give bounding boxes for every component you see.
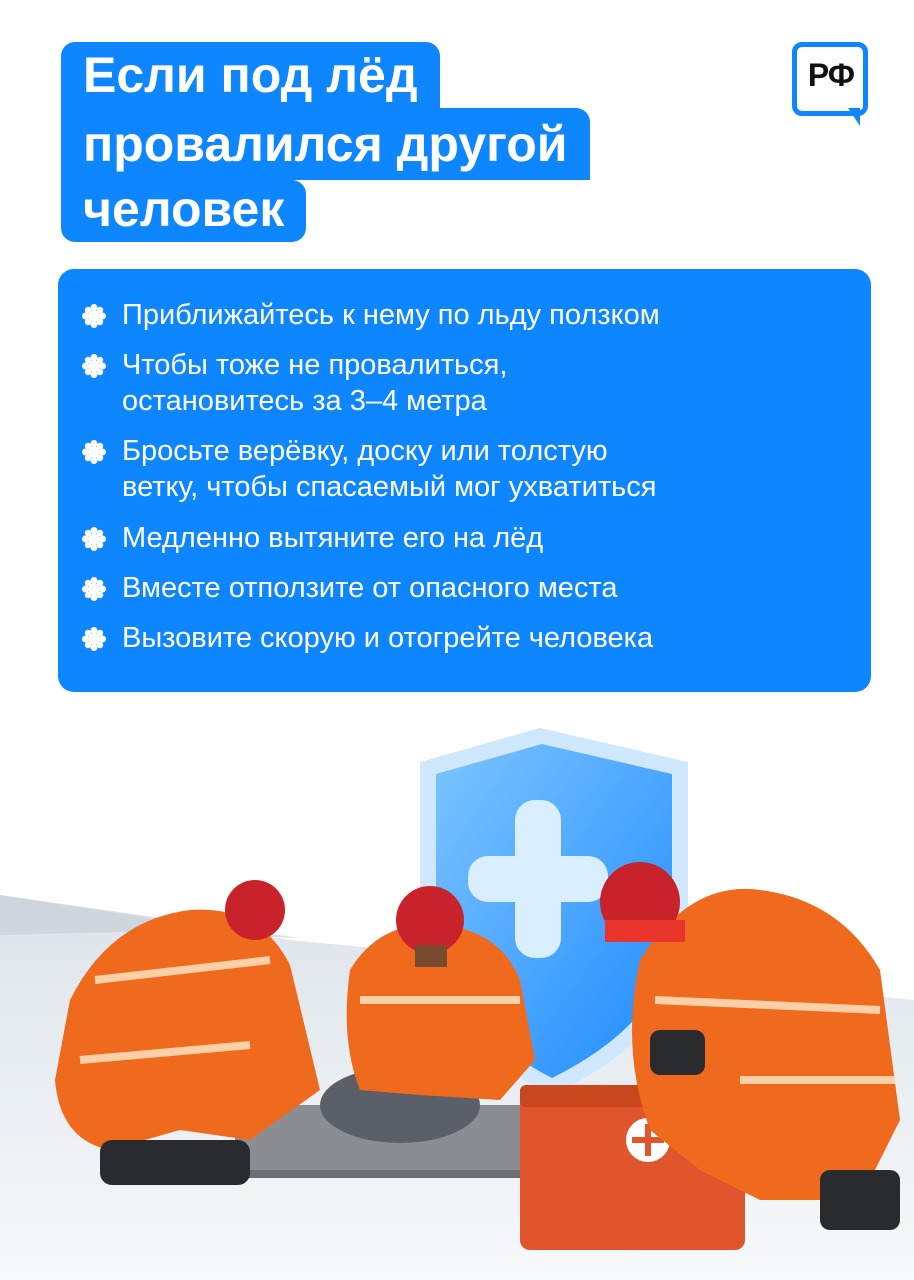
step-text: Медленно вытяните его на лёд	[122, 522, 544, 554]
title-line-2: провалился другой	[61, 108, 590, 180]
asterisk-flower-icon	[82, 577, 106, 601]
logo-speech-tail	[848, 108, 860, 126]
steps-card	[58, 269, 871, 692]
title-line-1: Если под лёд	[61, 42, 440, 108]
rf-logo	[792, 42, 868, 116]
step-text: ветку, чтобы спасаемый мог ухватиться	[122, 471, 657, 503]
step-text: Вместе отползите от опасного места	[122, 572, 618, 604]
logo-text: РФ	[807, 57, 855, 93]
step-text: Вызовите скорую и отогрейте человека	[122, 622, 654, 654]
asterisk-flower-icon	[82, 304, 106, 328]
title-line-3: человек	[61, 180, 306, 242]
step-text: Чтобы тоже не провалиться,	[122, 349, 508, 381]
asterisk-flower-icon	[82, 440, 106, 464]
asterisk-flower-icon	[82, 354, 106, 378]
asterisk-flower-icon	[82, 627, 106, 651]
step-text: Бросьте верёвку, доску или толстую	[122, 435, 608, 467]
step-text: Приближайтесь к нему по льду ползком	[122, 299, 660, 331]
step-text: остановитесь за 3–4 метра	[122, 385, 487, 417]
page-title	[61, 42, 590, 242]
asterisk-flower-icon	[82, 527, 106, 551]
rescue-scene-illustration	[0, 700, 914, 1280]
